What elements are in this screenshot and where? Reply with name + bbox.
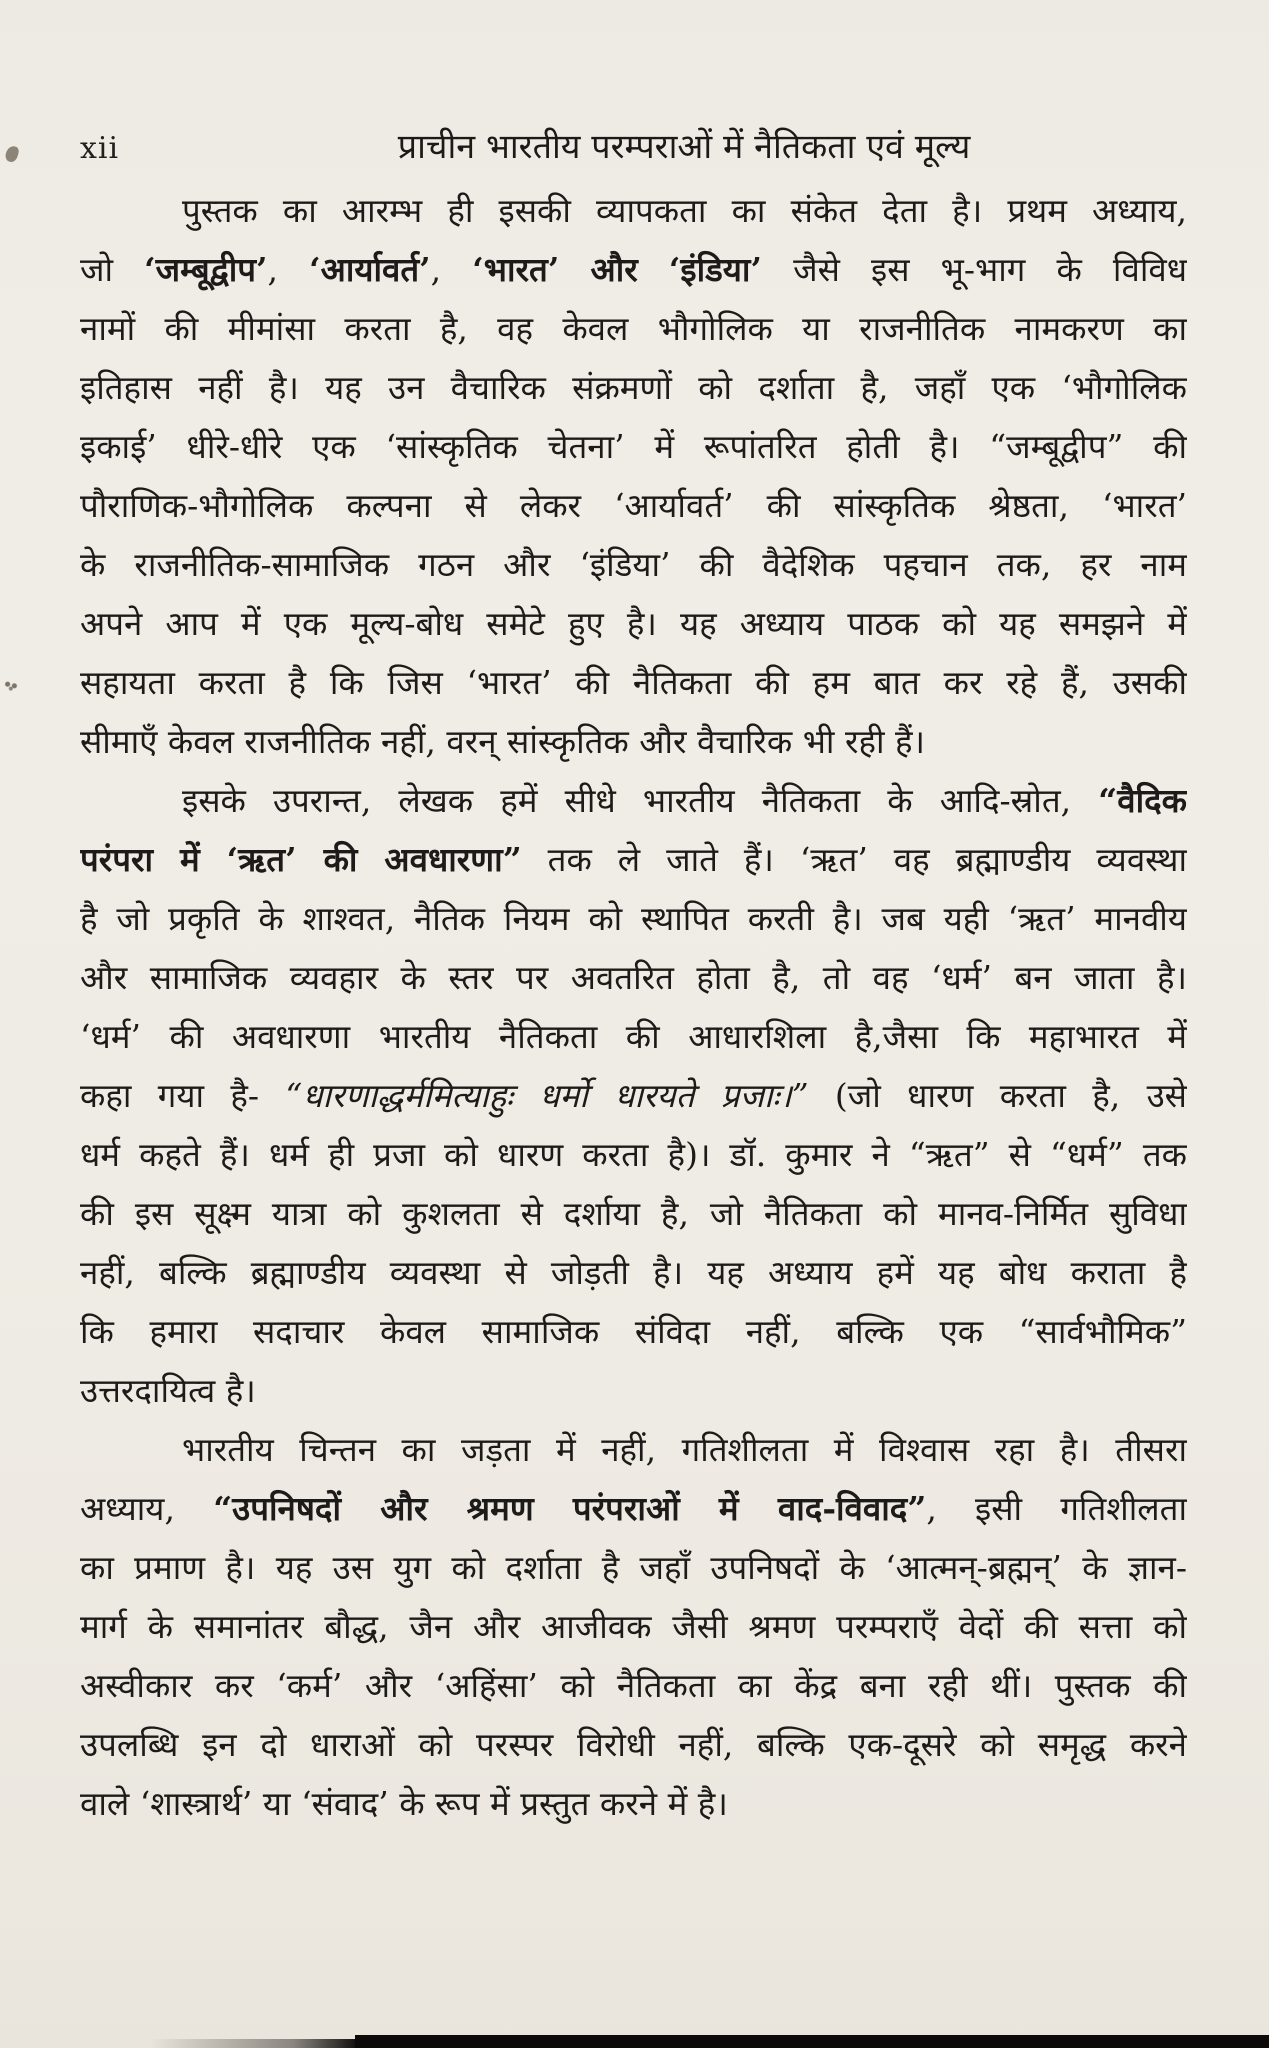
text-segment: धर्म कहते हैं। धर्म ही प्रजा को धारण करता है)। डॉ. कुमार ने “ऋत” से “धर्म” तक: [80, 1135, 1187, 1174]
text-segment: ‘धर्म’ की अवधारणा भारतीय नैतिकता की आधारशिला है,जैसा कि महाभारत में: [80, 1017, 1187, 1056]
text-segment: तक ले जाते हैं। ‘ऋत’ वह ब्रह्माण्डीय व्यवस्था: [521, 840, 1187, 879]
text-segment: सीमाएँ केवल राजनीतिक नहीं, वरन् सांस्कृतिक और वैचारिक भी रही हैं।: [80, 722, 926, 761]
text-segment: उत्तरदायित्व है।: [80, 1371, 256, 1410]
text-line: [80, 830, 1187, 889]
text-line: [80, 358, 1187, 417]
scan-artifact-mark: [2, 677, 20, 694]
text-line: [80, 1066, 1187, 1125]
text-segment: के राजनीतिक-सामाजिक गठन और ‘इंडिया’ की वैदेशिक पहचान तक, हर नाम: [80, 545, 1187, 584]
text-line: [80, 771, 1187, 830]
text-line: [80, 535, 1187, 594]
text-segment: पौराणिक-भौगोलिक कल्पना से लेकर ‘आर्यावर्त’ की सांस्कृतिक श्रेष्ठता, ‘भारत’: [80, 486, 1187, 525]
text-line: [80, 1007, 1187, 1066]
running-header-row: [80, 122, 1189, 168]
text-segment: जो: [80, 250, 145, 289]
text-segment: परंपरा में ‘ऋत’ की अवधारणा”: [80, 840, 522, 879]
text-segment: इतिहास नहीं है। यह उन वैचारिक संक्रमणों को दर्शाता है, जहाँ एक ‘भौगोलिक: [80, 368, 1187, 407]
text-line: [80, 1656, 1187, 1715]
running-header-title: प्राचीन भारतीय परम्पराओं में नैतिकता एवं मूल्य: [397, 127, 971, 167]
paragraph: [80, 1420, 1187, 1833]
text-segment: ,: [267, 250, 310, 289]
text-line: [80, 1184, 1187, 1243]
text-segment: ‘इंडिया’: [668, 250, 762, 289]
text-segment: (जो धारण करता है, उसे: [808, 1076, 1187, 1115]
text-segment: मार्ग के समानांतर बौद्ध, जैन और आजीवक जैसी श्रमण परम्पराएँ वेदों की सत्ता को: [80, 1607, 1187, 1646]
scan-edge-smear: [150, 2039, 355, 2048]
text-segment: ‘जम्बूद्वीप’: [144, 250, 268, 289]
text-segment: अस्वीकार कर ‘कर्म’ और ‘अहिंसा’ को नैतिकता का केंद्र बना रही थीं। पुस्तक की: [80, 1666, 1187, 1705]
text-segment: पुस्तक का आरम्भ ही इसकी व्यापकता का संकेत देता है। प्रथम अध्याय,: [182, 191, 1187, 230]
text-line: [80, 1420, 1187, 1479]
text-line: [80, 1715, 1187, 1774]
body-text: [80, 181, 1187, 1833]
text-segment: “उपनिषदों और श्रमण परंपराओं में वाद-विवाद”: [213, 1489, 927, 1528]
text-line: [80, 1361, 1187, 1420]
text-segment: ‘आर्यावर्त’: [309, 250, 431, 289]
text-segment: वाले ‘शास्त्रार्थ’ या ‘संवाद’ के रूप में प्रस्तुत करने में है।: [80, 1784, 728, 1823]
text-line: [80, 476, 1187, 535]
text-line: [80, 1479, 1187, 1538]
text-segment: जैसे इस भू-भाग के विविध: [761, 250, 1187, 289]
text-line: [80, 1125, 1187, 1184]
text-segment: अध्याय,: [80, 1489, 214, 1528]
scan-edge-bar: [355, 2035, 1269, 2048]
text-line: [80, 1302, 1187, 1361]
text-line: [80, 889, 1187, 948]
text-line: [80, 240, 1187, 299]
text-line: [80, 594, 1187, 653]
text-line: [80, 417, 1187, 476]
text-line: [80, 712, 1187, 771]
text-segment: नामों की मीमांसा करता है, वह केवल भौगोलिक या राजनीतिक नामकरण का: [80, 309, 1187, 348]
text-segment: कहा गया है-: [80, 1076, 286, 1115]
text-segment: [638, 250, 669, 289]
text-segment: कि हमारा सदाचार केवल सामाजिक संविदा नहीं, बल्कि एक “सार्वभौमिक”: [80, 1312, 1187, 1351]
text-segment: [559, 250, 590, 289]
text-line: [80, 299, 1187, 358]
text-line: [80, 1243, 1187, 1302]
text-line: [80, 1538, 1187, 1597]
text-line: [80, 948, 1187, 1007]
text-segment: , इसी गतिशीलता: [926, 1489, 1187, 1528]
text-segment: इकाई’ धीरे-धीरे एक ‘सांस्कृतिक चेतना’ में रूपांतरित होती है। “जम्बूद्वीप” की: [80, 427, 1187, 466]
text-segment: नहीं, बल्कि ब्रह्माण्डीय व्यवस्था से जोड़ती है। यह अध्याय हमें यह बोध कराता है: [80, 1253, 1187, 1292]
text-line: [80, 1774, 1187, 1833]
text-segment: ,: [430, 250, 473, 289]
page-number: xii: [80, 131, 120, 166]
text-segment: की इस सूक्ष्म यात्रा को कुशलता से दर्शाया है, जो नैतिकता को मानव-निर्मित सुविधा: [80, 1194, 1187, 1233]
paragraph: [80, 771, 1187, 1420]
text-line: [80, 1597, 1187, 1656]
text-segment: “धारणाद्धर्ममित्याहुः धर्मो धारयते प्रजाः।”: [285, 1076, 809, 1115]
text-line: [80, 181, 1187, 240]
text-segment: का प्रमाण है। यह उस युग को दर्शाता है जहाँ उपनिषदों के ‘आत्मन्-ब्रह्मन्’ के ज्ञान-: [80, 1548, 1187, 1587]
text-segment: अपने आप में एक मूल्य-बोध समेटे हुए है। यह अध्याय पाठक को यह समझने में: [80, 604, 1187, 643]
text-line: [80, 653, 1187, 712]
text-segment: उपलब्धि इन दो धाराओं को परस्पर विरोधी नहीं, बल्कि एक-दूसरे को समृद्ध करने: [80, 1725, 1187, 1764]
text-segment: ‘भारत’: [472, 250, 560, 289]
text-segment: इसके उपरान्त, लेखक हमें सीधे भारतीय नैतिकता के आदि-स्रोत,: [182, 781, 1099, 820]
paragraph: [80, 181, 1187, 771]
text-segment: भारतीय चिन्तन का जड़ता में नहीं, गतिशीलता में विश्वास रहा है। तीसरा: [182, 1430, 1187, 1469]
text-segment: और सामाजिक व्यवहार के स्तर पर अवतरित होता है, तो वह ‘धर्म’ बन जाता है।: [80, 958, 1187, 997]
text-segment: “वैदिक: [1098, 781, 1187, 820]
text-segment: सहायता करता है कि जिस ‘भारत’ की नैतिकता की हम बात कर रहे हैं, उसकी: [80, 663, 1187, 702]
text-segment: और: [590, 250, 638, 289]
scan-artifact-mark: [4, 145, 20, 164]
text-segment: है जो प्रकृति के शाश्वत, नैतिक नियम को स्थापित करती है। जब यही ‘ऋत’ मानवीय: [80, 899, 1187, 938]
